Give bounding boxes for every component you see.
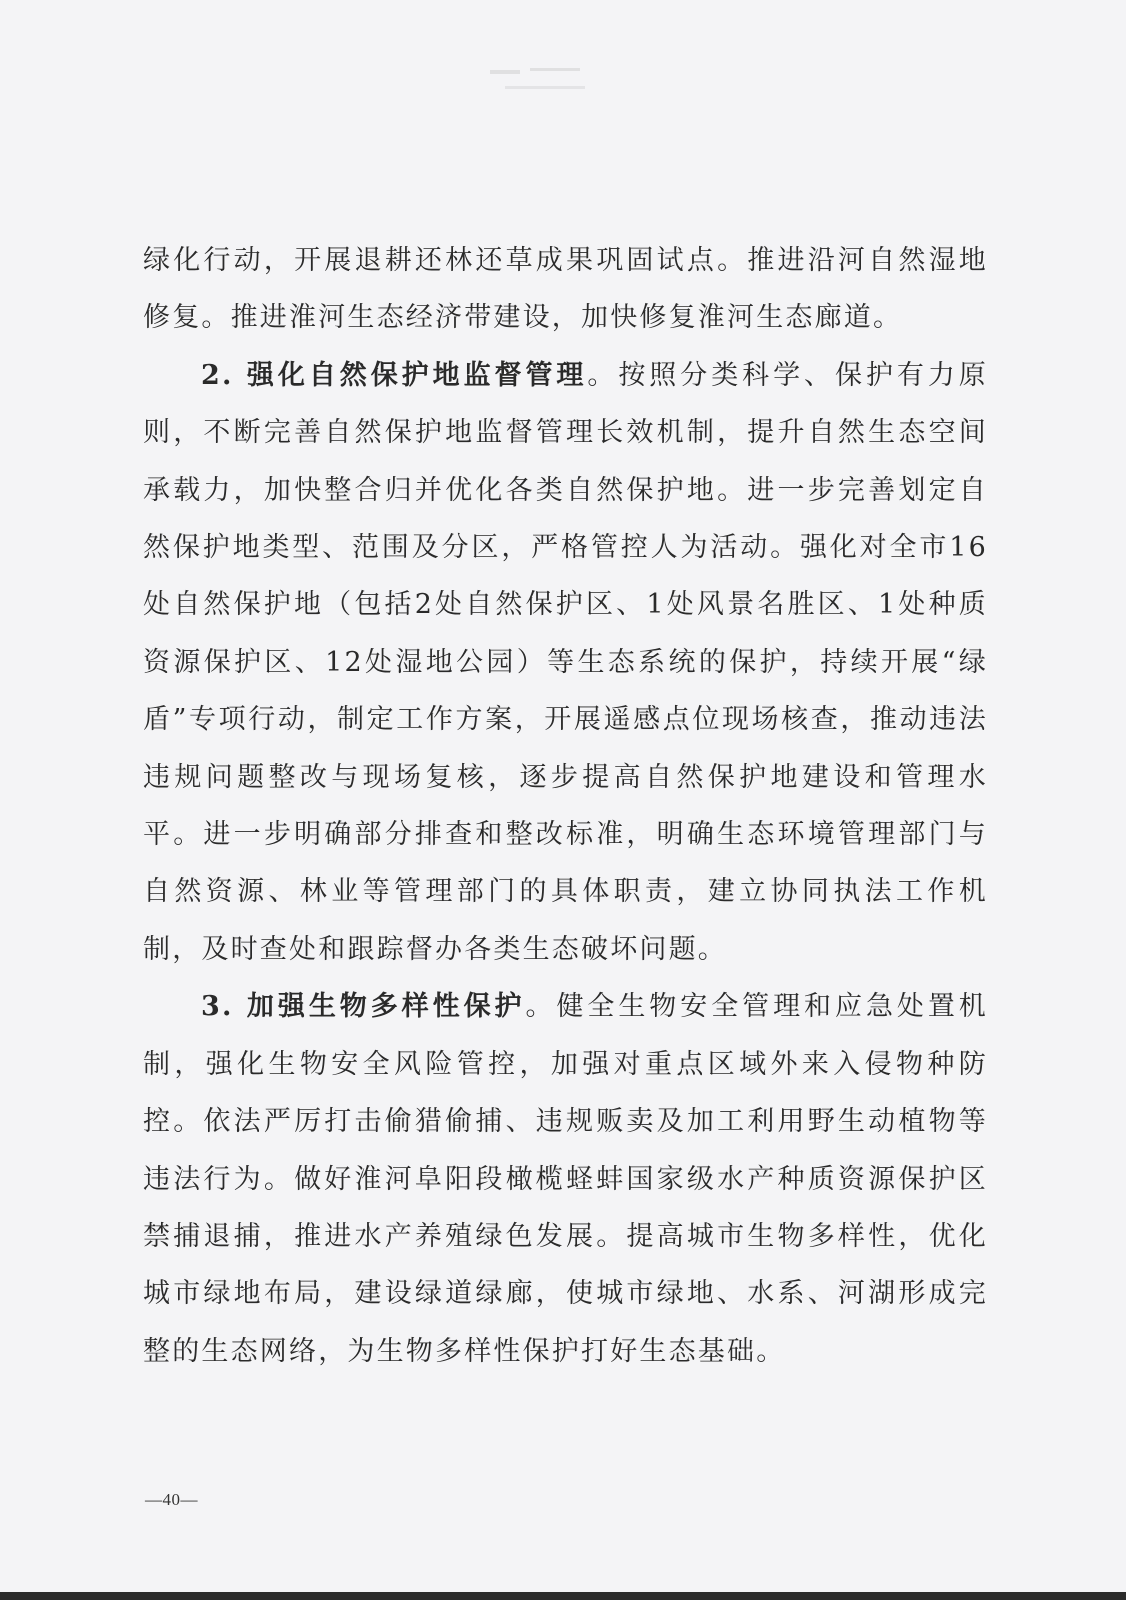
section-heading: 2. 强化自然保护地监督管理 bbox=[201, 359, 588, 391]
document-body bbox=[143, 232, 988, 1380]
page-number: —40— bbox=[145, 1490, 198, 1509]
paragraph-text: 。健全生物安全管理和应急处置机制，强化生物安全风险管控，加强对重点区域外来入侵物种防控。依法严厉打击偷猎偷捕、违规贩卖及加工利用野生动植物等违法行为。做好淮河阜阳段橄榄蛏蚌国家级水产种质资源保护区禁捕退捕，推进水产养殖绿色发展。提高城市生物多样性，优化城市绿地布局，建设绿道绿廊，使城市绿地、水系、河湖形成完整的生态网络，为生物多样性保护打好生态基础。 bbox=[143, 991, 988, 1367]
scan-edge bbox=[0, 1592, 1126, 1600]
paragraph-nature-reserves bbox=[143, 347, 988, 978]
show-through-mark bbox=[470, 60, 620, 100]
paragraph-text: 绿化行动，开展退耕还林还草成果巩固试点。推进沿河自然湿地修复。推进淮河生态经济带建设，加快修复淮河生态廊道。 bbox=[143, 245, 988, 334]
section-heading: 3. 加强生物多样性保护 bbox=[201, 991, 526, 1023]
paragraph-biodiversity bbox=[143, 978, 988, 1380]
paragraph-continuation bbox=[143, 232, 988, 347]
paragraph-text: 。按照分类科学、保护有力原则，不断完善自然保护地监督管理长效机制，提升自然生态空间承载力，加快整合归并优化各类自然保护地。进一步完善划定自然保护地类型、范围及分区，严格管控人为活动。强化对全市16处自然保护地（包括2处自然保护区、1处风景名胜区、1处种质资源保护区、12处湿地公园）等生态系统的保护，持续开展“绿盾”专项行动，制定工作方案，开展遥感点位现场核查，推动违法违规问题整改与现场复核，逐步提高自然保护地建设和管理水平。进一步明确部分排查和整改标准，明确生态环境管理部门与自然资源、林业等管理部门的具体职责，建立协同执法工作机制，及时查处和跟踪督办各类生态破坏问题。 bbox=[143, 359, 988, 965]
